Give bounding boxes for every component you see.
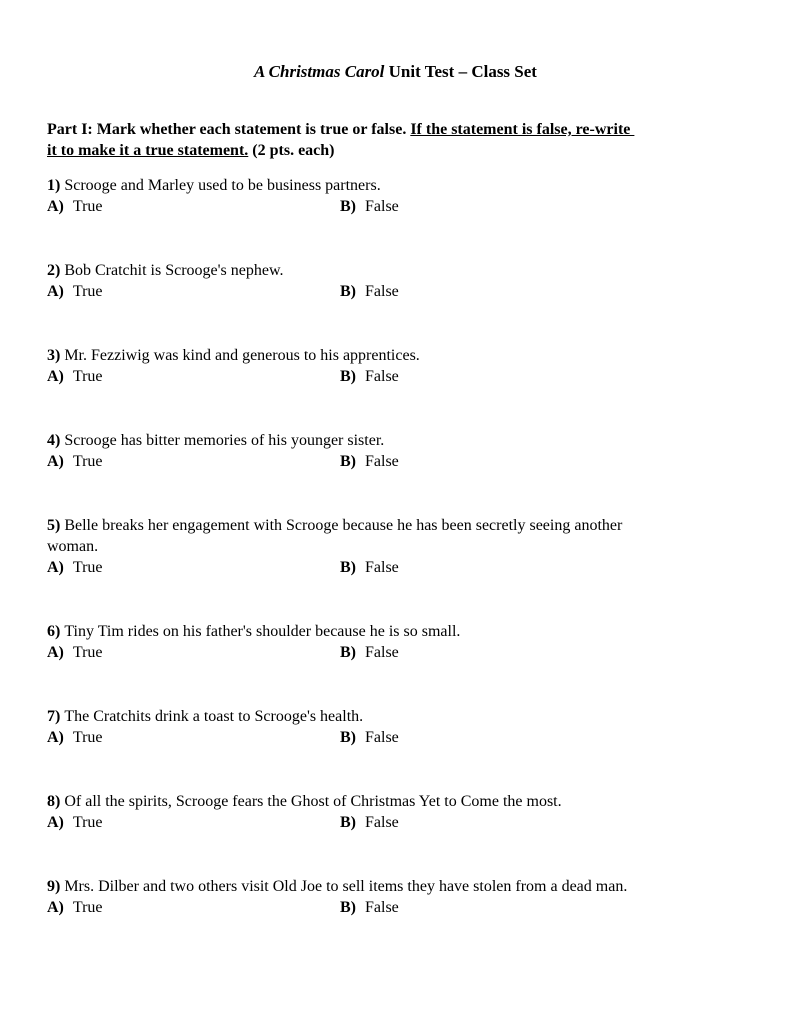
question-block (47, 260, 744, 302)
option-letter: B) (340, 644, 356, 661)
question-text: Of all the spirits, Scrooge fears the Ghost of Christmas Yet to Come the most. (64, 793, 562, 810)
question-number: 6) (47, 623, 61, 640)
option-label: False (365, 198, 399, 215)
question-text-line (47, 621, 744, 642)
option-label: False (365, 453, 399, 470)
question-text: Mrs. Dilber and two others visit Old Joe to sell items they have stolen from a dead man. (64, 878, 628, 895)
option-false (340, 814, 399, 831)
options-row (47, 196, 744, 217)
question-number: 8) (47, 793, 61, 810)
option-letter: B) (340, 368, 356, 385)
option-label: True (72, 559, 103, 576)
question-text-line (47, 876, 744, 897)
question-number: 7) (47, 708, 61, 725)
option-letter: A) (47, 559, 64, 576)
option-letter: B) (340, 283, 356, 300)
question-text-line (47, 345, 744, 366)
option-label: False (365, 899, 399, 916)
instructions-line-1 (47, 119, 744, 140)
options-row (47, 812, 744, 833)
options-row (47, 451, 744, 472)
option-label: False (365, 729, 399, 746)
option-true (47, 557, 340, 578)
option-label: True (72, 814, 103, 831)
option-letter: B) (340, 814, 356, 831)
question-text: Belle breaks her engagement with Scrooge because he has been secretly seeing another (64, 517, 623, 534)
options-row (47, 642, 744, 663)
question-block (47, 621, 744, 663)
question-block (47, 706, 744, 748)
option-true (47, 451, 340, 472)
questions-list (47, 175, 744, 918)
option-letter: B) (340, 729, 356, 746)
option-false (340, 899, 399, 916)
option-true (47, 897, 340, 918)
option-false (340, 644, 399, 661)
question-block (47, 876, 744, 918)
instructions-prefix: Part I: Mark whether each statement is true or false. (47, 121, 411, 138)
option-label: False (365, 559, 399, 576)
option-label: True (72, 453, 103, 470)
question-text: Scrooge and Marley used to be business partners. (64, 177, 381, 194)
option-label: False (365, 368, 399, 385)
options-row (47, 281, 744, 302)
option-label: True (72, 283, 103, 300)
option-letter: A) (47, 368, 64, 385)
option-true (47, 812, 340, 833)
option-false (340, 559, 399, 576)
options-row (47, 366, 744, 387)
options-row (47, 897, 744, 918)
question-number: 5) (47, 517, 61, 534)
question-block (47, 430, 744, 472)
option-label: False (365, 283, 399, 300)
question-number: 3) (47, 347, 61, 364)
question-number: 9) (47, 878, 61, 895)
option-letter: A) (47, 899, 64, 916)
option-label: True (72, 644, 103, 661)
question-block (47, 791, 744, 833)
option-label: False (365, 644, 399, 661)
question-text: Bob Cratchit is Scrooge's nephew. (64, 262, 284, 279)
option-letter: B) (340, 453, 356, 470)
options-row (47, 727, 744, 748)
question-number: 1) (47, 177, 61, 194)
question-text-line (47, 260, 744, 281)
options-row (47, 557, 744, 578)
question-text: Scrooge has bitter memories of his younger sister. (64, 432, 385, 449)
instructions-underlined-part2: it to make it a true statement. (47, 142, 249, 159)
option-label: False (365, 814, 399, 831)
option-letter: A) (47, 198, 64, 215)
option-false (340, 283, 399, 300)
question-text: The Cratchits drink a toast to Scrooge's health. (64, 708, 364, 725)
option-true (47, 281, 340, 302)
question-text-line (47, 430, 744, 451)
question-number: 2) (47, 262, 61, 279)
question-number: 4) (47, 432, 61, 449)
page-title (47, 0, 744, 84)
question-text-line: woman. (47, 538, 99, 555)
option-letter: B) (340, 559, 356, 576)
question-text-line (47, 175, 744, 196)
option-true (47, 366, 340, 387)
option-false (340, 198, 399, 215)
option-letter: A) (47, 453, 64, 470)
option-false (340, 368, 399, 385)
option-true (47, 727, 340, 748)
option-label: True (72, 729, 103, 746)
question-text: Mr. Fezziwig was kind and generous to his apprentices. (64, 347, 420, 364)
question-text-line (47, 706, 744, 727)
option-letter: A) (47, 814, 64, 831)
option-true (47, 642, 340, 663)
option-label: True (72, 899, 103, 916)
option-label: True (72, 198, 103, 215)
question-block (47, 175, 744, 217)
option-false (340, 729, 399, 746)
option-letter: B) (340, 899, 356, 916)
option-letter: B) (340, 198, 356, 215)
question-block (47, 515, 744, 578)
instructions-line-2 (47, 140, 744, 161)
option-false (340, 453, 399, 470)
question-text-line (47, 791, 744, 812)
option-letter: A) (47, 644, 64, 661)
instructions-underlined-part1: If the statement is false, re-write (410, 121, 635, 138)
part1-instructions (47, 119, 744, 161)
option-letter: A) (47, 283, 64, 300)
option-letter: A) (47, 729, 64, 746)
question-text: Tiny Tim rides on his father's shoulder because he is so small. (64, 623, 461, 640)
option-true (47, 196, 340, 217)
instructions-points-note: (2 pts. each) (248, 142, 335, 159)
question-block (47, 345, 744, 387)
option-label: True (72, 368, 103, 385)
title-rest: Unit Test – Class Set (384, 62, 537, 81)
question-text-line (47, 515, 744, 536)
title-book-name: A Christmas Carol (254, 62, 385, 81)
